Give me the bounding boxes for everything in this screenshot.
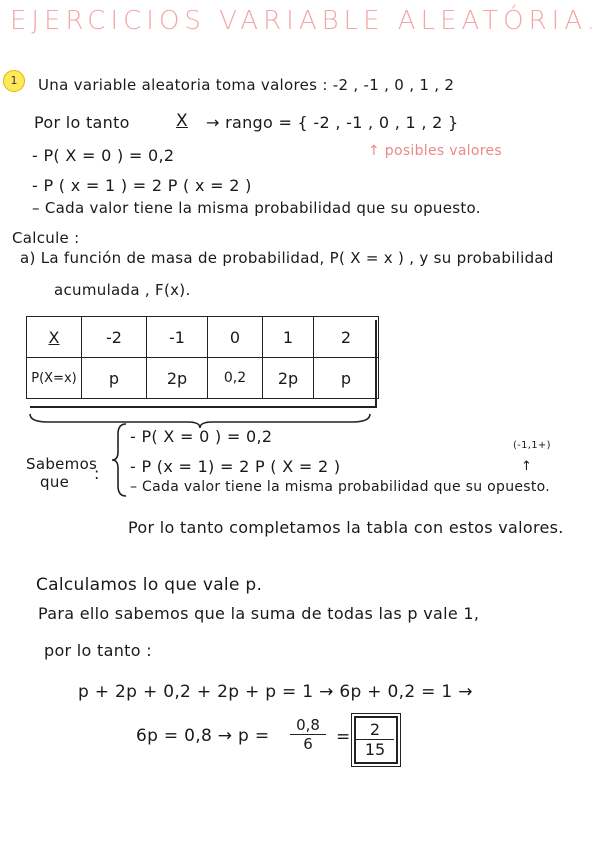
result-denominator: 15 bbox=[364, 740, 386, 759]
table-row bbox=[27, 317, 379, 358]
complete-table-statement: Por lo tanto completamos la tabla con estos valores. bbox=[128, 518, 564, 537]
sabemos-condition-1: - P( X = 0 ) = 0,2 bbox=[130, 427, 273, 446]
table-cell: 2p bbox=[147, 358, 208, 399]
exercise-number-marker: 1 bbox=[3, 70, 25, 92]
calc-line-2: Para ello sabemos que la suma de todas las p vale 1, bbox=[38, 604, 480, 623]
random-variable-symbol: X bbox=[176, 111, 188, 131]
fraction bbox=[290, 716, 326, 753]
table-row bbox=[27, 358, 379, 399]
fraction-denominator: 6 bbox=[303, 735, 313, 753]
possible-values-note: ↑ posibles valores bbox=[368, 143, 503, 159]
result-fraction bbox=[356, 720, 394, 759]
calcule-heading: Calcule : bbox=[12, 229, 80, 247]
table-cell: p bbox=[82, 358, 147, 399]
condition-1: - P( X = 0 ) = 0,2 bbox=[32, 146, 175, 165]
condition-3: – Cada valor tiene la misma probabilidad que su opuesto. bbox=[32, 199, 481, 217]
probability-table bbox=[26, 316, 379, 399]
fraction-numerator: 0,8 bbox=[290, 716, 326, 735]
sabemos-label: Sabemos bbox=[26, 455, 98, 473]
table-cell: 2 bbox=[314, 317, 379, 358]
sabemos-condition-2: - P (x = 1) = 2 P ( X = 2 ) bbox=[130, 457, 341, 476]
equation-2: 6p = 0,8 → p = bbox=[136, 726, 270, 746]
table-cell: 0 bbox=[208, 317, 263, 358]
equals-sign: = bbox=[336, 727, 351, 747]
table-cell: 1 bbox=[263, 317, 314, 358]
part-a-text: a) La función de masa de probabilidad, P( X = x ) , y su probabilidad bbox=[20, 249, 554, 267]
intro-por-lo-tanto: Por lo tanto bbox=[34, 113, 130, 132]
opposite-annotation: (-1,1+) bbox=[513, 440, 551, 451]
table-cell: p bbox=[314, 358, 379, 399]
que-label: que bbox=[40, 473, 70, 491]
sabemos-condition-3: – Cada valor tiene la misma probabilidad que su opuesto. bbox=[130, 479, 551, 495]
sabemos-colon: : bbox=[94, 464, 100, 483]
table-cell: 2p bbox=[263, 358, 314, 399]
part-a-text-cont: acumulada , F(x). bbox=[54, 281, 191, 299]
table-cell: 0,2 bbox=[208, 358, 263, 399]
calc-line-3: por lo tanto : bbox=[44, 641, 152, 660]
range-definition: → rango = { -2 , -1 , 0 , 1 , 2 } bbox=[206, 113, 459, 132]
condition-2: - P ( x = 1 ) = 2 P ( x = 2 ) bbox=[32, 176, 252, 195]
underbrace-icon bbox=[28, 412, 372, 428]
table-cell: -1 bbox=[147, 317, 208, 358]
intro-line: Una variable aleatoria toma valores : -2 , -1 , 0 , 1 , 2 bbox=[38, 76, 455, 94]
calc-line-1: Calculamos lo que vale p. bbox=[36, 575, 263, 595]
table-cell: P(X=x) bbox=[27, 358, 82, 399]
equation-1: p + 2p + 0,2 + 2p + p = 1 → 6p + 0,2 = 1 → bbox=[78, 682, 473, 702]
page-title: EJERCICIOS VARIABLE ALEATÓRIA. bbox=[10, 6, 600, 36]
left-brace-icon bbox=[110, 422, 128, 498]
table-cell: -2 bbox=[82, 317, 147, 358]
up-arrow-icon: ↑ bbox=[521, 459, 533, 474]
table-cell: X bbox=[27, 317, 82, 358]
result-numerator: 2 bbox=[356, 720, 394, 740]
